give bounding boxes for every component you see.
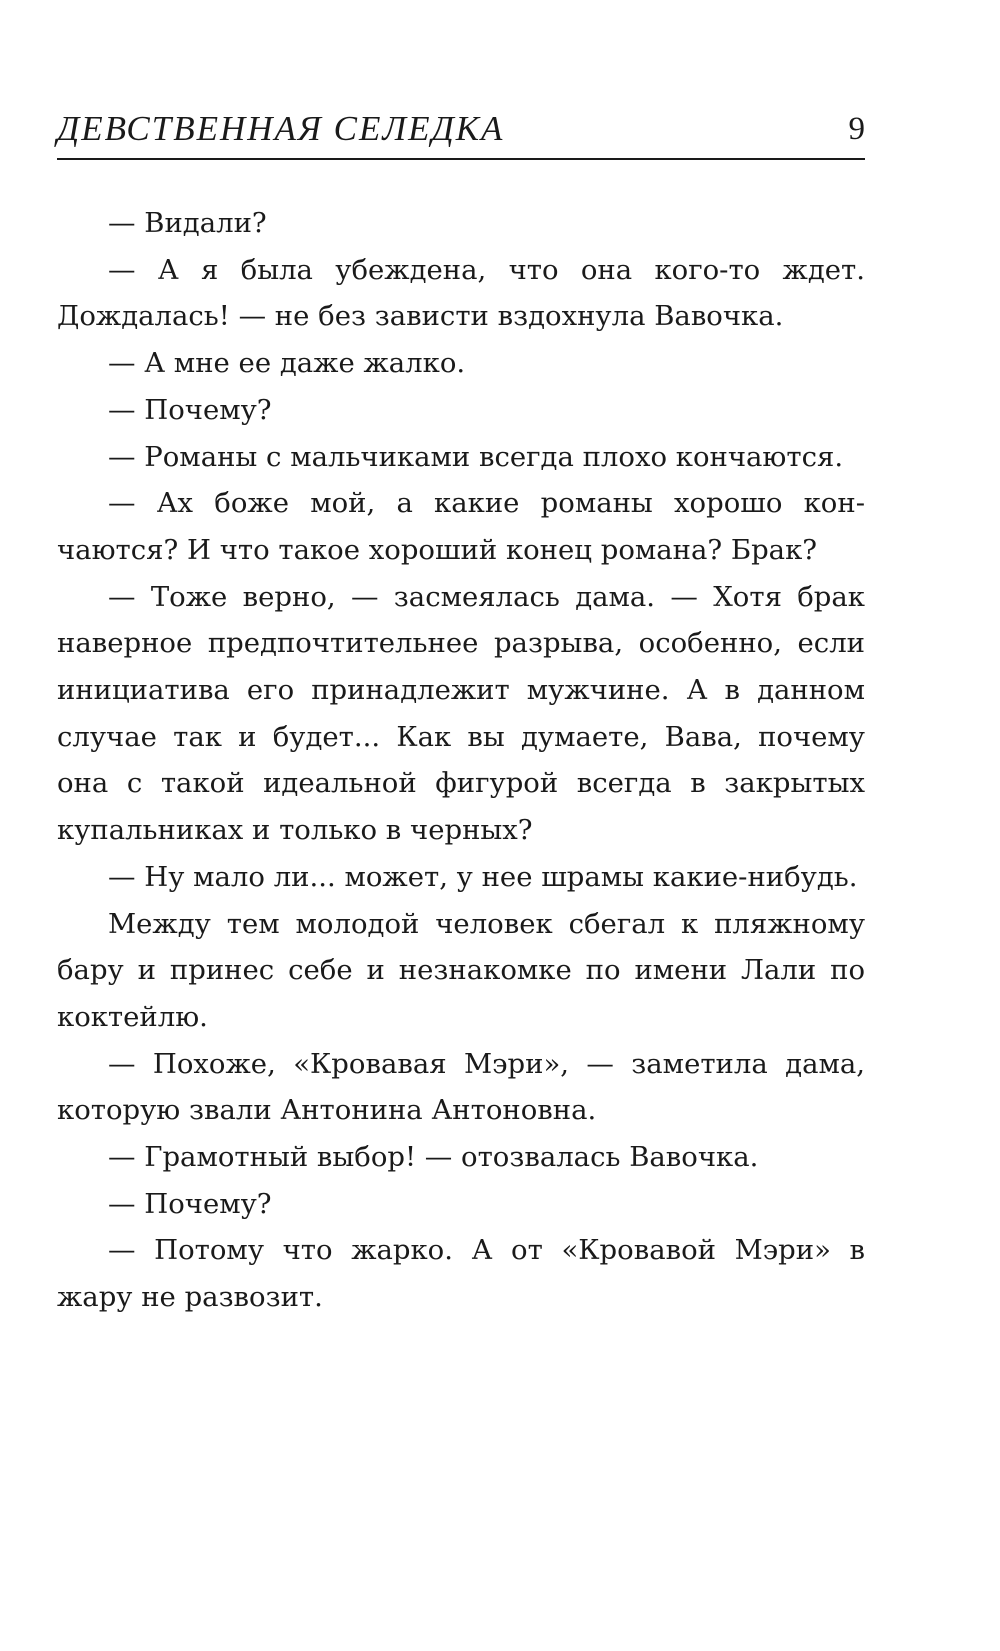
paragraph-10: — Похоже, «Кровавая Мэри», — заметила дама, которую звали Антонина Антоновна.: [57, 1047, 865, 1127]
paragraph-3: — А мне ее даже жалко.: [108, 347, 466, 380]
paragraph-6: — Ах боже мой, а какие романы хорошо кончаются? И что такое хороший конец романа? Брак?: [57, 487, 865, 566]
paragraph-9: Между тем молодой человек сбегал к пляжному бару и принес себе и незнакомке по имени Лали по коктейлю.: [57, 907, 865, 1033]
paragraph-2: — А я была убеждена, что она кого-то ждет. Дождалась! — не без зависти вздохнула Вавочка.: [57, 253, 865, 333]
paragraph-11: — Грамотный выбор! — отозвалась Вавочка.: [108, 1141, 759, 1174]
paragraph-12: — Почему?: [108, 1187, 272, 1220]
paragraph-7: — Тоже верно, — засмеялась дама. — Хотя брак наверное предпочтительнее разрыва, особенно, если инициатива его принадлежит мужчине. А в данном случае так и будет... Как вы думаете, Вава, почему она с такой идеальной фигурой всегда в закрытых купальниках и только в черных?: [57, 580, 865, 847]
running-head: [57, 98, 865, 146]
text-body: [57, 200, 865, 1321]
header-rule: [57, 158, 865, 160]
paragraph-1: — Видали?: [108, 207, 267, 239]
paragraph-13: — Потому что жарко. А от «Кровавой Мэри» в жару не развозит.: [57, 1234, 865, 1314]
paragraph-4: — Почему?: [108, 393, 272, 426]
paragraph-8: — Ну мало ли... может, у нее шрамы какие-нибудь.: [108, 860, 858, 893]
paragraph-5: — Романы с мальчиками всегда плохо кончаются.: [108, 440, 844, 473]
running-title: ДЕВСТВЕННАЯ СЕЛЕДКА: [57, 109, 505, 148]
page-number: 9: [848, 111, 865, 147]
